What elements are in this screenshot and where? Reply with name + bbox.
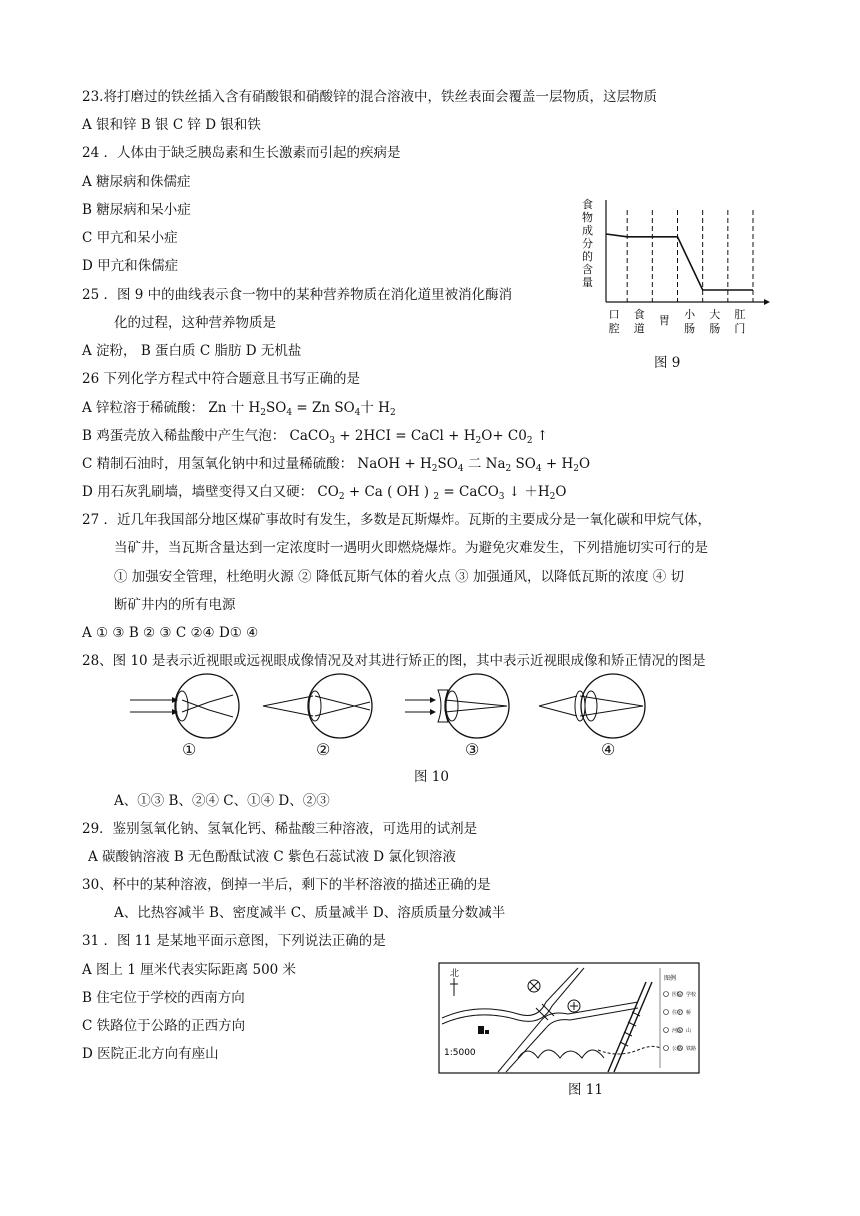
figure-9: [572, 196, 772, 371]
q26-stem: 26 下列化学方程式中符合题意且书写正确的是: [82, 371, 360, 387]
legend-item: 医院: [672, 992, 683, 998]
q29-stem: 29．鉴别氢氧化钠、氢氧化钙、稀盐酸三种溶液，可选用的试剂是: [82, 821, 478, 837]
y-axis-label-char: 的: [582, 250, 593, 263]
q26-option-b: B 鸡蛋壳放入稀盐酸中产生气泡： CaCO$_3$ + 2HCI = CaCl + $H_2O+ C0_2$ ↑: [82, 428, 549, 446]
nutrient-curve: [606, 234, 753, 290]
q27-line3: ① 加强安全管理，杜绝明火源 ② 降低瓦斯气体的着火点 ③ 加强通风，以降低瓦斯的浓度 ④ 切: [114, 569, 685, 585]
q25-stem-line1: 25 ．图 9 中的曲线表示食一物中的某种营养物质在消化道里被消化酶消: [82, 287, 513, 303]
figure-9-caption: 图 9: [654, 355, 681, 371]
organ-label: 肛: [734, 308, 746, 321]
north-label: 北: [450, 969, 460, 979]
eye-label-4: ④: [601, 740, 616, 759]
y-axis-label-char: 量: [582, 276, 593, 289]
eye-label-3: ③: [465, 740, 480, 759]
q31-stem: 31 ．图 11 是某地平面示意图，下列说法正确的是: [82, 933, 386, 949]
y-axis-label-char: 物: [582, 211, 593, 224]
legend-item: 铁路: [686, 1046, 697, 1052]
q24-option-d: D 甲亢和侏儒症: [82, 258, 179, 274]
q24-stem: 24 ．人体由于缺乏胰岛素和生长激素而引起的疾病是: [82, 145, 401, 161]
q28-stem: 28、图 10 是表示近视眼或远视眼成像情况及对其进行矫正的图，其中表示近视眼成像和矫正情况的图是: [82, 653, 706, 669]
q30-options: A、比热容减半 B、密度减半 C、质量减半 D、溶质质量分数减半: [114, 905, 506, 921]
q24-option-a: A 糖尿病和侏儒症: [82, 174, 191, 190]
eye-diagram-1: [130, 674, 239, 738]
organ-label: 道: [633, 322, 645, 335]
organ-label: 肠: [684, 322, 696, 335]
figure-10-caption: 图 10: [414, 769, 449, 785]
q27-line4: 断矿井内的所有电源: [114, 597, 236, 613]
legend-item: 河流: [672, 1028, 683, 1034]
scale-label: 1:5000: [444, 1048, 476, 1058]
eye-diagram-4: [539, 674, 645, 738]
eye-diagram-2: [263, 674, 372, 738]
organ-label: 门: [734, 322, 746, 335]
digestion-curve-chart: [572, 196, 772, 351]
q29-options: A 碳酸钠溶液 B 无色酚酞试液 C 紫色石蕊试液 D 氯化钡溶液: [88, 849, 456, 865]
q24-option-c: C 甲亢和呆小症: [82, 230, 178, 246]
y-axis-label-char: 食: [582, 198, 593, 211]
q25-options: A 淀粉， B 蛋白质 C 脂肪 D 无机盐: [82, 343, 302, 359]
q25-stem-line2: 化的过程，这种营养物质是: [114, 315, 276, 331]
q31-option-b: B 住宅位于学校的西南方向: [82, 990, 245, 1006]
figure-11-caption: 图 11: [568, 1082, 603, 1098]
legend-item: 山: [686, 1028, 692, 1034]
q31-option-c: C 铁路位于公路的正西方向: [82, 1018, 246, 1034]
eye-label-1: ①: [182, 740, 197, 759]
legend-item: 公路: [672, 1046, 683, 1052]
organ-label: 食: [633, 308, 645, 321]
legend-title: 图例: [664, 975, 677, 982]
q27-line1: 27 ．近几年我国部分地区煤矿事故时有发生，多数是瓦斯爆炸。瓦斯的主要成分是一氧化碳和甲烷气体，: [82, 512, 711, 528]
figure-11: [438, 962, 700, 1098]
q28-options: A、①③ B、②④ C、①④ D、②③: [114, 793, 330, 809]
q26-option-c: C 精制石油时，用氢氧化钠中和过量稀硫酸： NaOH + $H_2SO_4$ 二 $Na_2$ $SO_4 + H_2O$: [82, 456, 591, 474]
q31-option-a: A 图上 1 厘米代表实际距离 500 米: [82, 962, 297, 978]
q31-option-d: D 医院正北方向有座山: [82, 1046, 219, 1062]
q24-option-b: B 糖尿病和呆小症: [82, 202, 191, 218]
q27-options: A ① ③ B ② ③ C ②④ D① ④: [82, 625, 259, 641]
residence-icon: [478, 1026, 484, 1034]
eye-diagram-3: [405, 674, 509, 738]
q23-stem: 23.将打磨过的铁丝插入含有硝酸银和硝酸锌的混合溶液中，铁丝表面会覆盖一层物质，这层物质: [82, 89, 657, 105]
x-axis-arrow: [764, 299, 770, 305]
organ-label: 肠: [709, 322, 721, 335]
legend-item: 学校: [686, 992, 697, 998]
figure-10: [125, 662, 685, 785]
eye-label-2: ②: [316, 740, 331, 759]
q26-option-d: D 用石灰乳刷墙，墙壁变得又白又硬： $CO_2 + Ca$ ( OH ) $_2$ = CaCO$_3$ ↓ $+H_2O$: [82, 484, 567, 502]
y-axis-label-char: 成: [582, 224, 593, 237]
y-axis-label-char: 含: [582, 263, 593, 276]
q23-options: A 银和锌 B 银 C 锌 D 银和铁: [82, 117, 261, 133]
y-axis-label: [582, 198, 593, 289]
organ-labels: [609, 307, 746, 335]
q30-stem: 30、杯中的某种溶液，倒掉一半后，剩下的半杯溶液的描述正确的是: [82, 877, 491, 893]
y-axis-label-char: 分: [582, 237, 593, 250]
q27-line2: 当矿井，当瓦斯含量达到一定浓度时一遇明火即燃烧爆炸。为避免灾难发生，下列措施切实可行的是: [114, 540, 708, 556]
legend-item: 住宅: [672, 1010, 683, 1016]
plan-map: [438, 962, 700, 1074]
legend-item: 桥: [686, 1010, 692, 1016]
organ-label: 胃: [658, 314, 670, 327]
q26-option-a: A 锌粒溶于稀硫酸： Zn 十 $H_2SO_4 = Zn$ $SO_4$十 $H_2$: [82, 400, 396, 418]
organ-label: 腔: [608, 322, 620, 335]
organ-label: 小: [684, 308, 696, 321]
organ-label: 口: [608, 308, 620, 321]
organ-label: 大: [709, 308, 721, 321]
